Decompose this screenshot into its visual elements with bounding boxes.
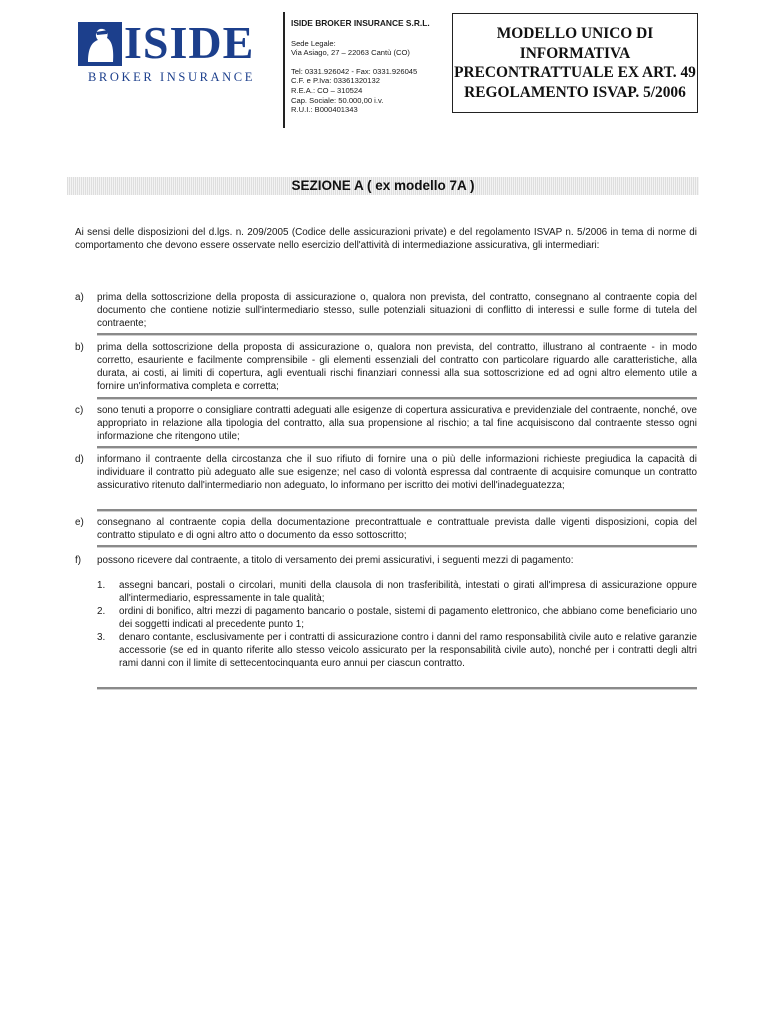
separator <box>97 545 697 548</box>
item-letter: d) <box>75 454 84 465</box>
payment-method-item <box>97 579 697 605</box>
list-item-f <box>75 554 697 567</box>
company-info <box>291 19 451 115</box>
payment-method-number: 1. <box>97 580 106 591</box>
logo-subtitle: BROKER INSURANCE <box>88 70 255 84</box>
item-letter: b) <box>75 342 84 353</box>
separator <box>97 333 697 336</box>
share-capital: Cap. Sociale: 50.000,00 i.v. <box>291 95 384 105</box>
payment-method-number: 3. <box>97 632 106 643</box>
section-heading: SEZIONE A ( ex modello 7A ) <box>67 177 699 195</box>
item-letter: e) <box>75 517 84 528</box>
payment-method-item <box>97 605 697 631</box>
company-logo <box>78 17 268 90</box>
title-line: REGOLAMENTO ISVAP. 5/2006 <box>464 83 686 101</box>
item-letter: f) <box>75 555 82 566</box>
title-line: INFORMATIVA <box>519 44 631 62</box>
figure-logo-icon <box>78 22 122 66</box>
separator <box>97 509 697 512</box>
separator <box>97 397 697 400</box>
payment-method-text: ordini di bonifico, altri mezzi di pagamento bancario o postale, sistemi di pagamento elettronico, che abbiano come beneficiario uno dei soggetti indicati al precedente punto 1; <box>119 606 697 630</box>
separator <box>97 446 697 449</box>
title-line: MODELLO UNICO DI <box>496 25 654 42</box>
separator <box>97 687 697 690</box>
rui-number: R.U.I.: B000401343 <box>291 105 358 115</box>
item-text: prima della sottoscrizione della proposta di assicurazione o, qualora non prevista, del contratto, illustrano al contraente - in modo corretto, esauriente e facilmente comprensibile - gli elementi essenziali del contratto con particolare riguardo alle caratteristiche, alla durata, ai costi, ai limiti di copertura, agli eventuali rischi finanziari connessi alla sua sottoscrizione ed ad ogni altro elemento utile a fornire un'informativa completa e corretta; <box>97 342 697 392</box>
address-value: Via Asiago, 27 – 22063 Cantù (CO) <box>291 48 410 58</box>
payment-method-number: 2. <box>97 606 106 617</box>
item-text: possono ricevere dal contraente, a titolo di versamento dei premi assicurativi, i seguenti mezzi di pagamento: <box>97 555 574 566</box>
payment-methods-list <box>97 579 697 670</box>
header-divider <box>283 12 285 128</box>
item-text: sono tenuti a proporre o consigliare contratti adeguati alle esigenze di copertura assicurativa e previdenziale del contraente, nonché, ove appropriato in relazione alla tipologia del contratto, alla sua propensione al rischio; a tal fine acquisiscono dal contraente stesso ogni informazione che ritengono utile; <box>97 405 697 442</box>
rea-number: R.E.A.: CO – 310524 <box>291 85 363 95</box>
address-label: Sede Legale: <box>291 38 336 48</box>
payment-method-item <box>97 631 697 670</box>
cf-piva: C.F. e P.Iva: 03361320132 <box>291 76 380 86</box>
intro-paragraph: Ai sensi delle disposizioni del d.lgs. n. 209/2005 (Codice delle assicurazioni private) e del regolamento ISVAP n. 5/2006 in tema di norme di comportamento che devono essere osservate nello esercizio dell'attività di intermediazione assicurativa, gli intermediari: <box>75 227 697 251</box>
item-text: prima della sottoscrizione della proposta di assicurazione o, qualora non prevista, del contratto, consegnano al contraente copia del documento che contiene notizie sull'intermediario stesso, sulle potenziali situazioni di conflitto di interessi e sulle forme di tutela del contraente; <box>97 292 697 329</box>
item-letter: a) <box>75 292 84 303</box>
title-line: PRECONTRATTUALE EX ART. 49 <box>454 64 696 81</box>
item-letter: c) <box>75 405 84 416</box>
list-item-a <box>75 291 697 330</box>
logo-wordmark: ISIDE <box>124 17 255 68</box>
company-name: ISIDE BROKER INSURANCE S.R.L. <box>291 18 430 28</box>
document-title-box <box>452 13 698 113</box>
list-item-d <box>75 453 697 492</box>
list-item-c <box>75 404 697 443</box>
item-text: consegnano al contraente copia della documentazione precontrattuale e contrattuale prevista dalle vigenti disposizioni, copia del contratto stipulato e di ogni altro atto o documento da esso sottoscritto; <box>97 517 697 541</box>
payment-method-text: assegni bancari, postali o circolari, muniti della clausola di non trasferibilità, intestati o girati all'impresa di assicurazione oppure all'intermediario, espressamente in tale qualità; <box>119 580 697 604</box>
list-item-e <box>75 516 697 542</box>
list-item-b <box>75 341 697 393</box>
payment-method-text: denaro contante, esclusivamente per i contratti di assicurazione contro i danni del ramo responsabilità civile auto e relative garanzie accessorie (se ed in quanto riferite allo stesso veicolo assicurato per la responsabilità civile auto), nonché per i contratti degli altri rami danni con il limite di settecentocinquanta euro annui per ciascun contratto. <box>119 632 697 669</box>
item-text: informano il contraente della circostanza che il suo rifiuto di fornire una o più delle informazioni richieste pregiudica la capacità di individuare il contratto più adeguato alle sue esigenze; nel caso di volontà espressa dal contraente di acquisire comunque un contratto assicurativo ritenuto dall'intermediario non adeguato, lo informano per iscritto dei motivi dell'inadeguatezza; <box>97 454 697 491</box>
phone-fax: Tel: 0331.926042 - Fax: 0331.926045 <box>291 66 418 76</box>
